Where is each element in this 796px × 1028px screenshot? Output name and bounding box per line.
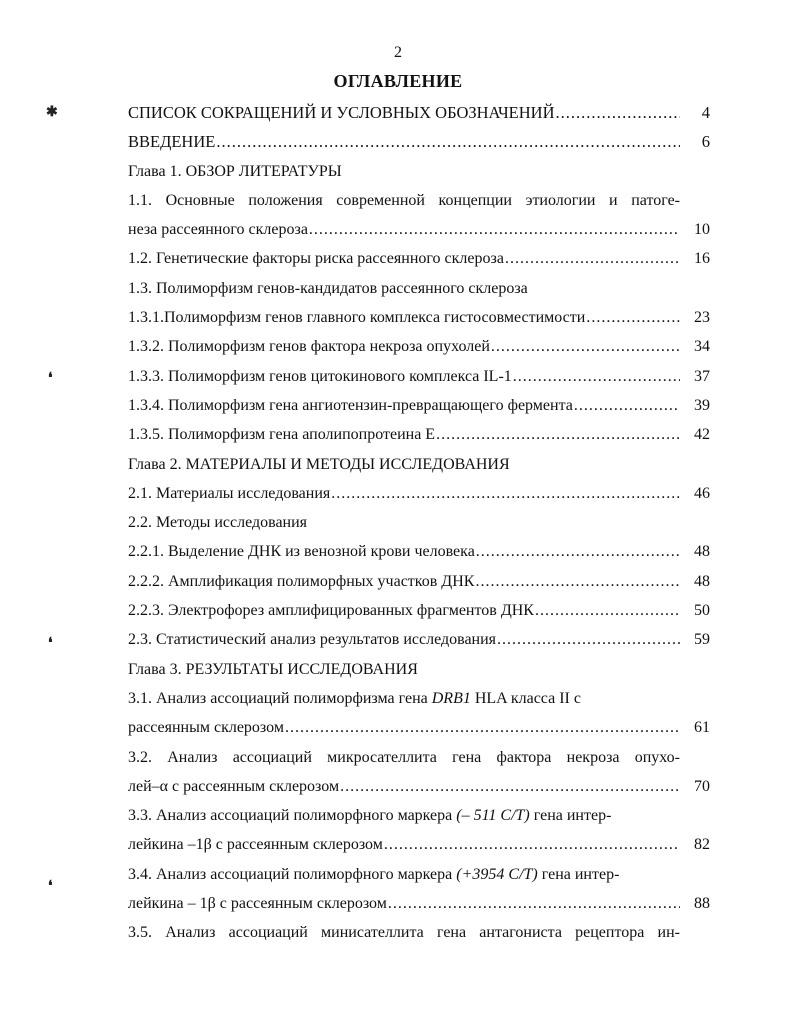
- toc-entry-page: 39: [694, 396, 710, 414]
- toc-entry-page: 48: [694, 572, 710, 590]
- leader-dots: [535, 596, 680, 625]
- toc-entry-title: 1.3.5. Полиморфизм гена аполипопротеина Е: [128, 426, 436, 444]
- toc-entry-title: 3.4. Анализ ассоциаций полиморфного маркера (+3954 C/T) гена интер-: [128, 865, 620, 883]
- leader-dots: [513, 362, 680, 391]
- toc-entry-title: 3.3. Анализ ассоциаций полиморфного маркера (– 511 C/T) гена интер-: [128, 807, 612, 825]
- toc-entry-page: 42: [694, 426, 710, 444]
- toc-entry-page: 70: [694, 777, 710, 795]
- leader-dots: [475, 567, 680, 596]
- toc-entry-title: 2.3. Статистический анализ результатов исследования: [128, 631, 497, 649]
- leader-dots: [331, 479, 680, 508]
- toc-entry: [128, 743, 710, 772]
- leader-dots: [491, 332, 680, 361]
- toc-entry-title: неза рассеянного склероза: [128, 221, 308, 239]
- toc-entry-title: рассеянным склерозом: [128, 719, 284, 737]
- toc-entry-page: 48: [694, 543, 710, 561]
- toc-entry: [128, 420, 710, 449]
- toc-entry: [128, 860, 710, 889]
- toc-entry-title: 1.3.2. Полиморфизм генов фактора некроза опухолей: [128, 338, 490, 356]
- toc-entry: [128, 713, 710, 742]
- toc-entry-title: лейкина – 1β с рассеянным склерозом: [128, 895, 387, 913]
- toc-entry-title: 2.2.2. Амплификация полиморфных участков ДНК: [128, 572, 475, 590]
- leader-dots: [309, 215, 680, 244]
- toc-entry: [128, 186, 710, 215]
- toc-entry-page: 61: [694, 719, 710, 737]
- toc-entry-page: 23: [694, 309, 710, 327]
- toc-entry-title: 3.2. Анализ ассоциаций микросателлита гена фактора некроза опухо-: [128, 748, 680, 766]
- toc-entry: [128, 391, 710, 420]
- toc-entry: [128, 98, 710, 127]
- leader-dots: [340, 772, 680, 801]
- toc-entry: [128, 274, 710, 303]
- toc-entry: [128, 801, 710, 830]
- toc-entry: [128, 684, 710, 713]
- toc-entry-page: 46: [694, 484, 710, 502]
- table-of-contents: [128, 98, 710, 948]
- toc-entry: [128, 625, 710, 654]
- toc-entry-title: Глава 2. МАТЕРИАЛЫ И МЕТОДЫ ИССЛЕДОВАНИЯ: [128, 455, 510, 473]
- toc-entry-title: Глава 1. ОБЗОР ЛИТЕРАТУРЫ: [128, 162, 342, 180]
- toc-entry: [128, 303, 710, 332]
- leader-dots: [384, 830, 680, 859]
- toc-entry-title: 2.2.3. Электрофорез амплифицированных фрагментов ДНК: [128, 602, 534, 620]
- toc-entry: [128, 332, 710, 361]
- leader-dots: [574, 391, 680, 420]
- toc-entry: [128, 362, 710, 391]
- toc-chapter: [128, 157, 710, 186]
- toc-entry-page: 82: [694, 836, 710, 854]
- toc-entry-title: 3.5. Анализ ассоциаций минисателлита гена антагониста рецептора ин-: [128, 924, 680, 942]
- toc-entry-title: 2.1. Материалы исследования: [128, 484, 331, 502]
- toc-entry: [128, 127, 710, 156]
- toc-entry-title: 1.3.3. Полиморфизм генов цитокинового комплекса IL-1: [128, 367, 512, 385]
- toc-entry: [128, 244, 710, 273]
- leader-dots: [497, 625, 680, 654]
- leader-dots: [216, 127, 680, 156]
- toc-entry-title: ВВЕДЕНИЕ: [128, 132, 216, 152]
- margin-mark-icon: ❛: [48, 636, 53, 651]
- toc-entry-title: 1.3.1.Полиморфизм генов главного комплекса гистосовместимости: [128, 309, 586, 327]
- toc-entry: [128, 596, 710, 625]
- toc-entry: [128, 918, 710, 947]
- toc-entry-page: 16: [694, 250, 710, 268]
- toc-entry: [128, 772, 710, 801]
- toc-entry-page: 37: [694, 367, 710, 385]
- margin-mark-icon: ❛: [48, 371, 53, 386]
- leader-dots: [505, 244, 680, 273]
- leader-dots: [388, 889, 680, 918]
- toc-entry-title: 1.1. Основные положения современной концепции этиологии и патоге-: [128, 191, 680, 209]
- toc-entry-title: 2.2.1. Выделение ДНК из венозной крови человека: [128, 543, 475, 561]
- toc-heading: ОГЛАВЛЕНИЕ: [333, 71, 463, 91]
- toc-entry-title: 1.3. Полиморфизм генов-кандидатов рассеянного склероза: [128, 279, 528, 297]
- toc-entry: [128, 479, 710, 508]
- toc-entry: [128, 215, 710, 244]
- margin-mark-icon: ✱: [46, 105, 58, 120]
- toc-entry-page: 34: [694, 338, 710, 356]
- toc-entry: [128, 889, 710, 918]
- toc-entry-page: 10: [694, 221, 710, 239]
- toc-entry-page: 59: [694, 631, 710, 649]
- leader-dots: [476, 537, 680, 566]
- page-number: 2: [394, 44, 402, 61]
- toc-entry-title: 3.1. Анализ ассоциаций полиморфизма гена DRB1 HLA класса II с: [128, 689, 581, 707]
- toc-entry-title: 1.2. Генетические факторы риска рассеянного склероза: [128, 250, 504, 268]
- toc-entry-title: 1.3.4. Полиморфизм гена ангиотензин-превращающего фермента: [128, 396, 573, 414]
- toc-entry-title: лей–α с рассеянным склерозом: [128, 777, 340, 795]
- toc-entry-title: лейкина –1β с рассеянным склерозом: [128, 836, 383, 854]
- toc-entry: [128, 537, 710, 566]
- leader-dots: [285, 713, 680, 742]
- toc-entry: [128, 830, 710, 859]
- toc-chapter: [128, 450, 710, 479]
- toc-entry-page: 88: [694, 895, 710, 913]
- toc-entry-title: Глава 3. РЕЗУЛЬТАТЫ ИССЛЕДОВАНИЯ: [128, 660, 418, 678]
- toc-entry: [128, 508, 710, 537]
- leader-dots: [556, 98, 680, 127]
- toc-entry-title: 2.2. Методы исследования: [128, 514, 308, 532]
- margin-mark-icon: ❛: [48, 879, 53, 894]
- leader-dots: [436, 420, 680, 449]
- toc-chapter: [128, 655, 710, 684]
- toc-entry-title: СПИСОК СОКРАЩЕНИЙ И УСЛОВНЫХ ОБОЗНАЧЕНИЙ: [128, 103, 555, 122]
- toc-entry: [128, 567, 710, 596]
- toc-entry-page: 50: [694, 602, 710, 620]
- toc-entry-page: 6: [701, 132, 710, 152]
- leader-dots: [586, 303, 680, 332]
- toc-entry-page: 4: [701, 103, 710, 122]
